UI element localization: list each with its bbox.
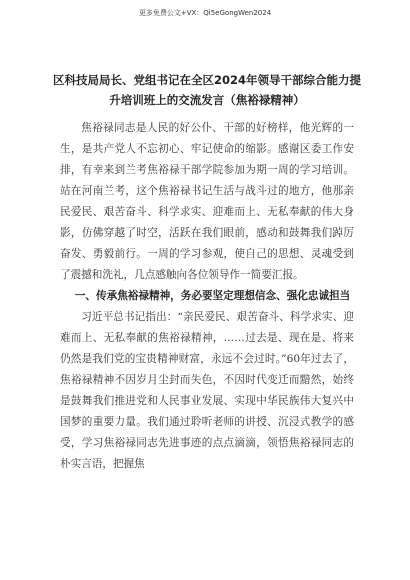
paragraph-section-1: 习近平总书记指出：“亲民爱民、艰苦奋斗、科学求实、迎难而上、无私奉献的焦裕禄精神，……过去是、现在是、将来仍然是我们党的宝贵精神财富，永远不会过时。”60年过去了，焦裕禄精神不因岁月尘封而失色，不因时代变迁而黯然，始终是鼓舞我们推进党和人民事业发展、实现中华民族伟大复兴中国梦的重要力量。我们通过聆听老师的讲授、沉浸式教学的感受，学习焦裕禄同志先进事迹的点点滴滴，领悟焦裕禄同志的朴实言语，把握焦 — [60, 311, 354, 470]
section-heading-1: 一、传承焦裕禄精神，务必要坚定理想信念、强化忠诚担当 — [74, 290, 351, 302]
document-title: 区科技局局长、党组书记在全区2024年领导干部综合能力提升培训班上的交流发言（焦裕禄精神） — [52, 73, 361, 107]
paragraph-intro: 焦裕禄同志是人民的好公仆、干部的好榜样，他光辉的一生，是共产党人不忘初心、牢记使命的缩影。感谢区委工作安排，有幸来到兰考焦裕禄干部学院参加为期一周的学习培训。站在河南兰考，这个焦裕禄书记生活与战斗过的地方，他那亲民爱民、艰苦奋斗、科学求实、迎难而上、无私奉献的伟大身影，仿佛穿越了时空，活跃在我们眼前，感动和鼓舞我们踔厉奋发、勇毅前行。一周的学习参观，使自己的思想、灵魂受到了震撼和洗礼，几点感触向各位领导作一简要汇报。 — [60, 122, 354, 281]
header-note: 更多免费公文+VX：Qi5eGongWen2024 — [138, 9, 272, 17]
document-body — [60, 118, 354, 475]
